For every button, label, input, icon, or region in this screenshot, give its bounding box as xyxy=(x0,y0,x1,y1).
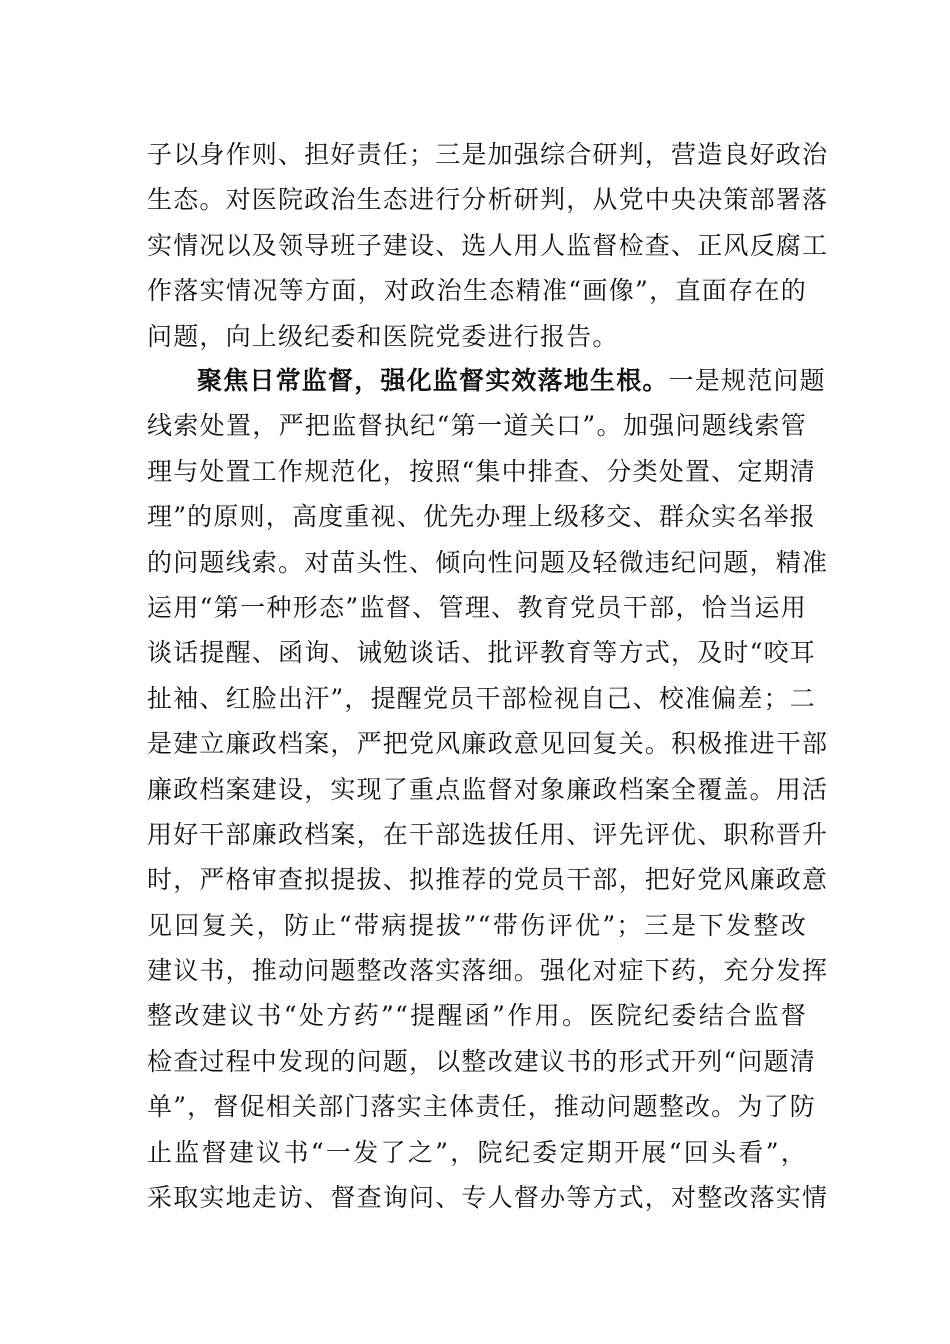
text-line: 线索处置，严把监督执纪“第一道关口”。加强问题线索管 xyxy=(147,411,807,441)
text-line: 实情况以及领导班子建设、选人用人监督检查、正风反腐工 xyxy=(147,230,829,260)
text-line: 检查过程中发现的问题，以整改建议书的形式开列“问题清 xyxy=(147,1046,816,1076)
text-line: 廉政档案建设，实现了重点监督对象廉政档案全覆盖。用活 xyxy=(147,774,829,804)
text-line: 运用“第一种形态”监督、管理、教育党员干部，恰当运用 xyxy=(147,592,807,622)
text-line: 见回复关，防止“带病提拔”“带伤评优”；三是下发整改 xyxy=(147,910,807,940)
text-line: 子以身作则、担好责任；三是加强综合研判，营造良好政治 xyxy=(147,140,829,169)
paragraph-daily-supervision xyxy=(147,358,829,1220)
text-line: 用好干部廉政档案，在干部选拔任用、评先评优、职称晋升 xyxy=(147,819,829,849)
text-line: 是建立廉政档案，严把党风廉政意见回复关。积极推进干部 xyxy=(147,729,829,759)
paragraph-first-line xyxy=(147,358,826,403)
text-line: 问题，向上级纪委和医院党委进行报告。 xyxy=(147,321,619,351)
text-segment: 一是规范问题 xyxy=(668,366,826,395)
text-line: 生态。对医院政治生态进行分析研判，从党中央决策部署落 xyxy=(147,185,829,215)
text-line: 理”的原则，高度重视、优先办理上级移交、群众实名举报 xyxy=(147,502,816,532)
text-line: 时，严格审查拟提拔、拟推荐的党员干部，把好党风廉政意 xyxy=(147,865,829,895)
text-line: 作落实情况等方面，对政治生态精准“画像”，直面存在的 xyxy=(147,276,807,306)
text-line: 采取实地走访、督查询问、专人督办等方式，对整改落实情 xyxy=(147,1183,829,1213)
text-line: 理与处置工作规范化，按照“集中排查、分类处置、定期清 xyxy=(147,456,816,486)
text-line: 建议书，推动问题整改落实落细。强化对症下药，充分发挥 xyxy=(147,956,829,986)
text-line: 谈话提醒、函询、诫勉谈话、批评教育等方式，及时“咬耳 xyxy=(147,638,816,668)
text-line: 整改建议书“处方药”“提醒函”作用。医院纪委结合监督 xyxy=(147,1001,807,1031)
text-line: 扯袖、红脸出汗”，提醒党员干部检视自己、校准偏差；二 xyxy=(147,683,816,713)
paragraph-political-ecology xyxy=(147,132,829,359)
text-line: 止监督建议书“一发了之”，院纪委定期开展“回头看”， xyxy=(147,1137,807,1167)
text-line: 的问题线索。对苗头性、倾向性问题及轻微违纪问题，精准 xyxy=(147,547,829,577)
text-line: 单”，督促相关部门落实主体责任，推动问题整改。为了防 xyxy=(147,1092,816,1122)
paragraph-heading: 聚焦日常监督，强化监督实效落地生根。 xyxy=(197,366,669,395)
